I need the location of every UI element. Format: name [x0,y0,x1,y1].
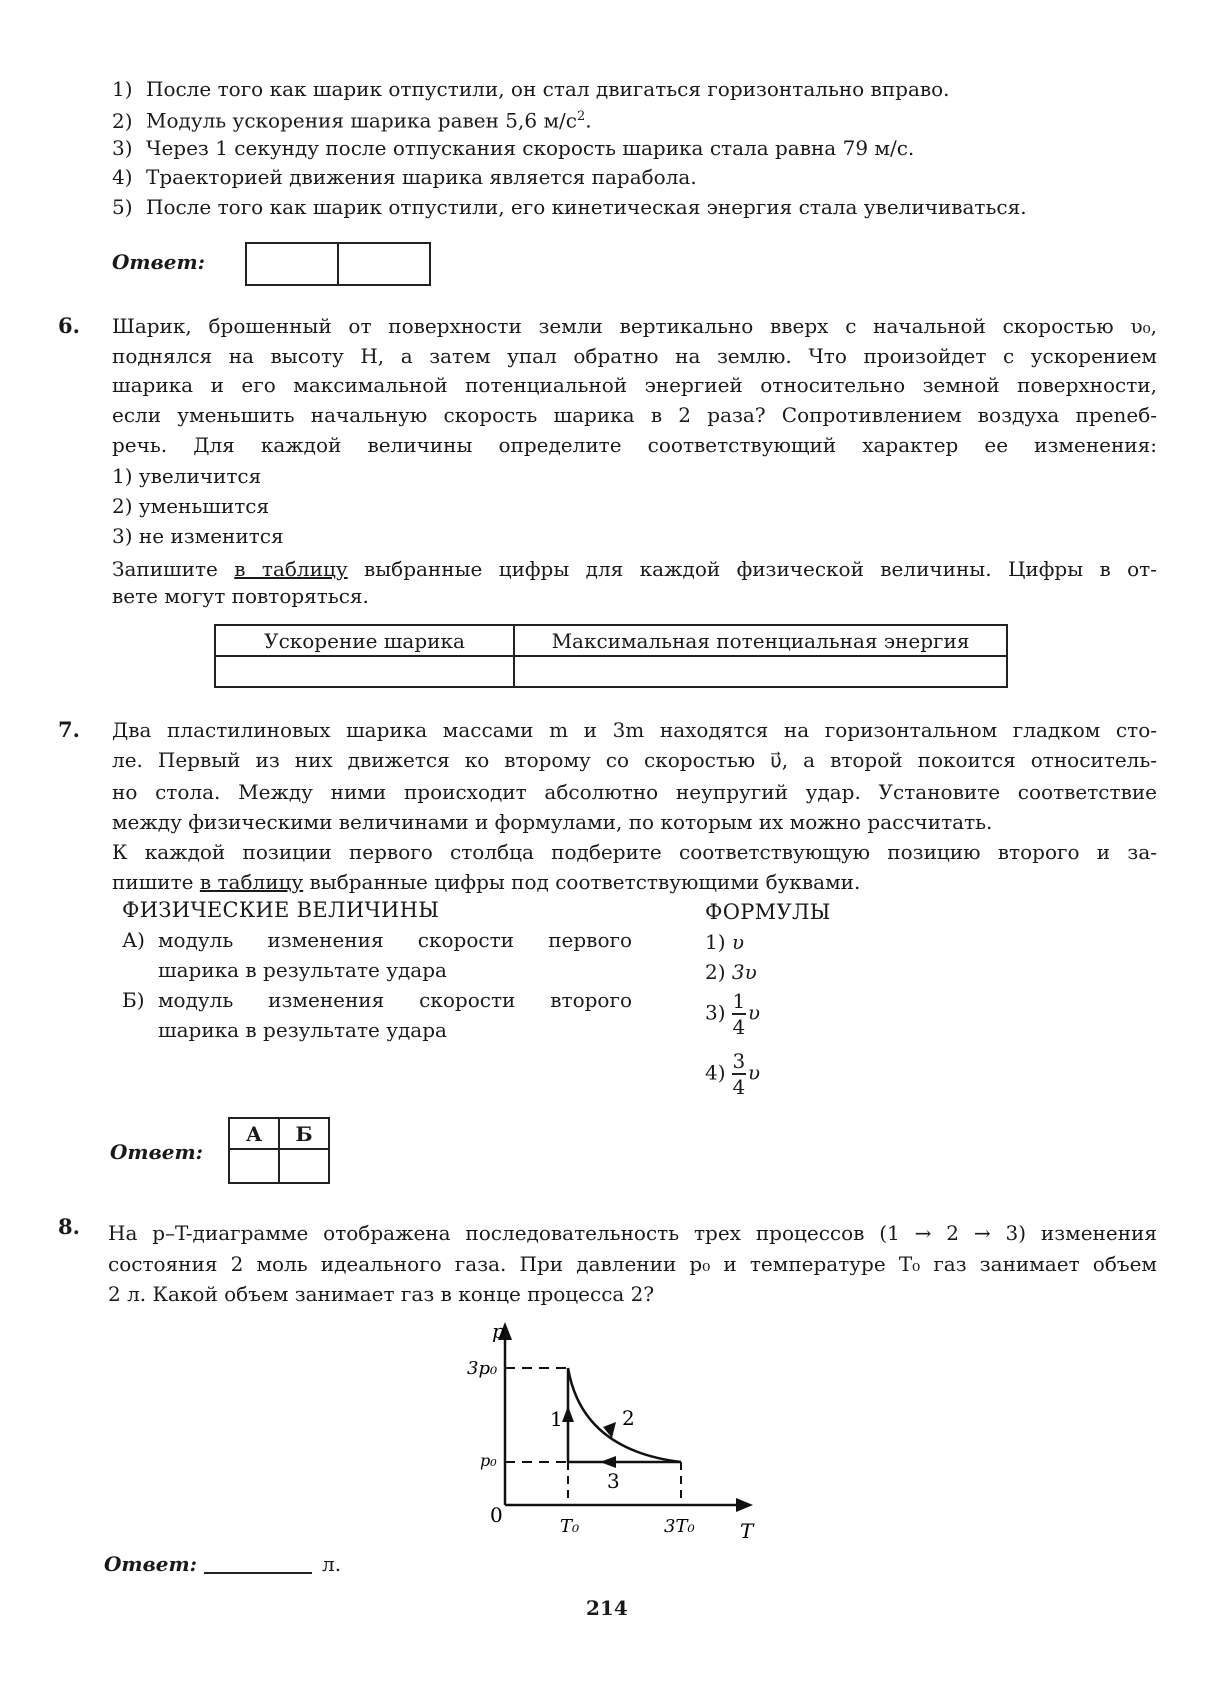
fraction-numerator: 3 [732,1049,746,1073]
q7-answer-label: Ответ: [110,1140,203,1164]
q6-instruction-line2: вете могут повторяться. [112,584,369,608]
q5-option-5 [112,193,1027,221]
q7-right-column-header: ФОРМУЛЫ [705,900,831,924]
q8-text-line: состояния 2 моль идеального газа. При давлении p₀ и температуре T₀ газ занимает объем [108,1252,1157,1276]
process-label-3: 3 [607,1469,620,1493]
q5-option-text: Траекторией движения шарика является парабола. [146,165,697,189]
q5-option-text: После того как шарик отпустили, он стал двигаться горизонтально вправо. [146,77,950,101]
q6-instruction-underlined: в таблицу [234,557,348,581]
q7-text-line: Два пластилиновых шарика массами m и 3m находятся на горизонтальном гладком сто- [112,718,1157,742]
q8-answer-blank[interactable] [204,1572,312,1574]
q6-answer-cell-potential-energy[interactable] [514,656,1007,687]
q6-choice: 2) уменьшится [112,494,270,518]
q5-option-4 [112,163,697,191]
q7-formula-4 [705,1050,760,1098]
formula-expression: υ [731,930,745,954]
q5-answer-cell-1[interactable] [247,244,339,284]
q5-answer-label: Ответ: [112,250,205,274]
q7-formula-2 [705,960,757,984]
q8-answer-label: Ответ: [104,1552,197,1576]
q5-option-number: 2) [112,108,133,133]
q7-item-b-line1: модуль изменения скорости второго [158,988,632,1012]
q8-answer-unit: л. [322,1552,342,1576]
q5-option-2 [112,103,592,135]
superscript: 2 [576,109,586,124]
q7-answer-header-a: А [229,1118,279,1149]
fraction [732,990,746,1038]
q6-text-line: поднялся на высоту H, а затем упал обратно на землю. Что произойдет с ускорением [112,344,1157,368]
q6-header-acceleration: Ускорение шарика [215,625,514,656]
q6-text-line: если уменьшить начальную скорость шарика в 2 раза? Сопротивлением воздуха прenеб- [112,403,1157,427]
q7-item-b-letter: Б) [122,988,145,1012]
q6-instruction-text: выбранные цифры для каждой физической величины. Цифры в от- [347,557,1157,581]
q7-formula-1 [705,930,744,954]
x-tick-t0: T₀ [560,1516,580,1537]
q7-answer-cell-b[interactable] [279,1149,329,1183]
q7-item-b-line2: шарика в результате удара [158,1018,447,1042]
q7-text-line: ле. Первый из них движется ко второму со скоростью υ⃗, а второй покоится относитель- [112,748,1157,772]
q8-text-line: 2 л. Какой объем занимает газ в конце процесса 2? [108,1282,655,1306]
y-tick-3p0: 3p₀ [467,1358,498,1379]
fraction [732,1050,746,1098]
y-axis-label: p [492,1319,505,1343]
q7-answer-header-b: Б [279,1118,329,1149]
q7-number: 7. [58,717,80,742]
q6-choice: 1) увеличится [112,464,262,488]
x-axis-label: T [740,1519,754,1543]
q5-option-number: 4) [112,165,133,189]
q6-answer-cell-acceleration[interactable] [215,656,514,687]
process-label-2: 2 [622,1406,635,1430]
q5-option-text: Через 1 секунду после отпускания скорость шарика стала равна 79 м/с. [146,136,915,160]
q5-answer-cell-2[interactable] [339,244,429,284]
q7-answer-cell-a[interactable] [229,1149,279,1183]
q7-answer-table [228,1117,330,1184]
q7-item-a-line2: шарика в результате удара [158,958,447,982]
q6-text-line: Шарик, брошенный от поверхности земли вертикально вверх с начальной скоростью υ₀, [112,314,1157,338]
q7-instruction-text: выбранные цифры под соответствующими буквами. [303,870,861,894]
formula-number: 3) [705,1000,726,1025]
q7-text-line: между физическими величинами и формулами, по которым их можно рассчитать. [112,810,993,834]
formula-expression: 3υ [731,960,757,984]
q6-header-potential-energy: Максимальная потенциальная энергия [514,625,1007,656]
fraction-denominator: 4 [732,1075,746,1099]
q5-option-text: После того как шарик отпустили, его кинетическая энергия стала увеличиваться. [146,195,1027,219]
q5-answer-boxes [245,242,431,286]
formula-number: 4) [705,1060,726,1085]
q5-option-3 [112,134,914,162]
q7-instruction-text: пишите [112,870,200,894]
q6-number: 6. [58,313,80,338]
q7-left-column-header: ФИЗИЧЕСКИЕ ВЕЛИЧИНЫ [122,898,440,922]
x-axis-arrowhead [736,1498,753,1512]
formula-number: 1) [705,930,726,954]
q7-instruction [112,867,860,897]
q8-number: 8. [58,1214,80,1239]
fraction-numerator: 1 [732,989,746,1013]
q7-instruction-underlined: в таблицу [199,870,304,894]
origin-label: 0 [490,1503,503,1527]
q7-formula-3 [705,990,760,1038]
q6-instruction [112,554,1157,584]
q6-choice: 3) не изменится [112,524,284,548]
q8-text-line: На p–T-диаграмме отображена последовательность трех процессов (1 → 2 → 3) изменения [108,1221,1157,1245]
q5-option-1 [112,75,950,103]
q6-text-line: речь. Для каждой величины определите соответствующий характер ее изменения: [112,433,1157,457]
fraction-denominator: 4 [732,1015,746,1039]
process-label-1: 1 [550,1407,563,1431]
q5-option-number: 3) [112,136,133,160]
q7-item-a-line1: модуль изменения скорости первого [158,928,632,952]
q6-answer-table [214,624,1008,688]
q7-text-line: но стола. Между ними происходит абсолютно неупругий удар. Установите соответствие [112,780,1157,804]
y-tick-p0: p₀ [480,1451,497,1470]
page-number: 214 [586,1596,628,1620]
formula-number: 2) [705,960,726,984]
q6-text-line: шарика и его максимальной потенциальной энергией относительно земной поверхности, [112,373,1157,397]
process-3-arrow [600,1456,616,1468]
q7-text-line: К каждой позиции первого столбца подберите соответствующую позицию второго и за- [112,840,1157,864]
q5-option-text: Модуль ускорения шарика равен 5,6 м/с [146,108,577,133]
formula-variable: υ [747,1060,761,1085]
process-2-arrow [603,1422,616,1438]
x-tick-3t0: 3T₀ [664,1516,695,1537]
q8-pt-diagram [440,1310,770,1550]
formula-variable: υ [747,1000,761,1025]
q5-option-number: 1) [112,77,133,101]
q6-instruction-text: Запишите [112,557,235,581]
q5-option-tail: . [585,108,592,133]
q7-item-a-letter: А) [122,928,145,952]
q5-option-number: 5) [112,195,133,219]
process-1-arrow [562,1406,574,1422]
